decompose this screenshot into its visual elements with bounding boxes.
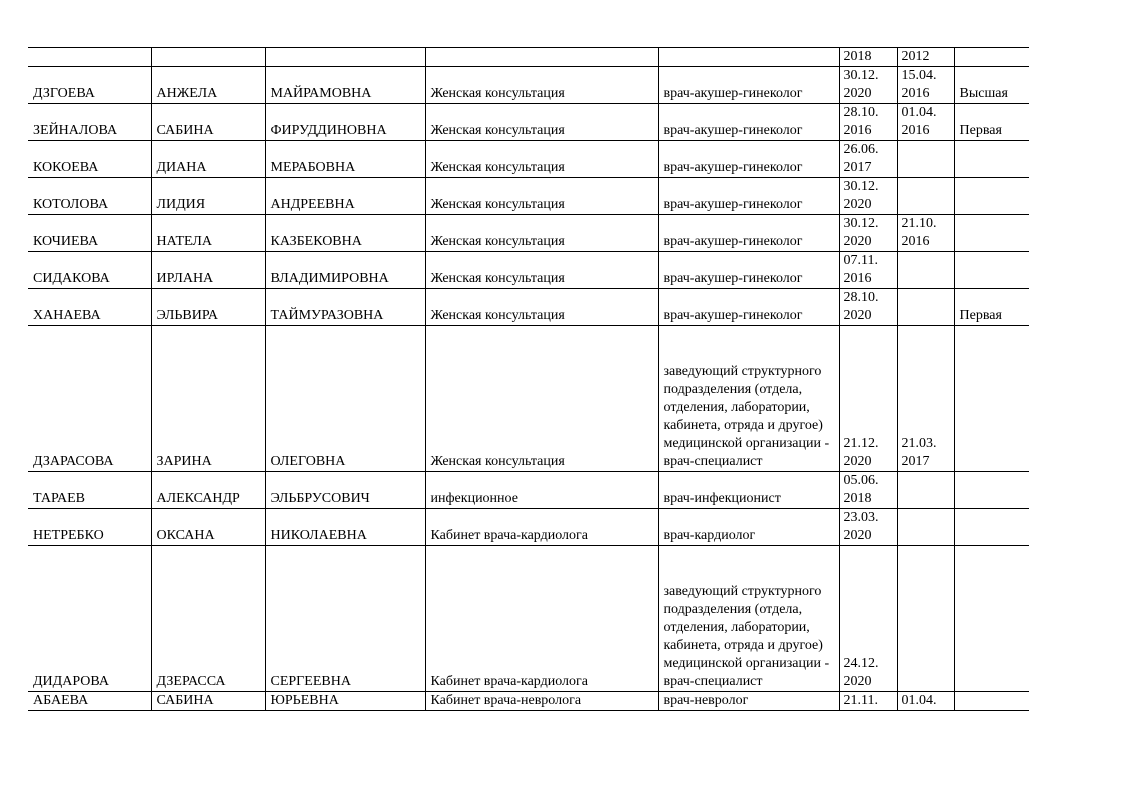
surname-cell: КОЧИЕВА [28,215,151,252]
date2-cell [897,509,954,546]
position-cell: врач-акушер-гинеколог [658,215,839,252]
patronymic-cell [265,48,425,67]
staff-table-body [28,48,1029,711]
department-cell: Кабинет врача-кардиолога [425,546,658,692]
category-cell: Высшая [954,67,1029,104]
staff-table [28,47,1029,711]
name-cell: ЛИДИЯ [151,178,265,215]
date1-cell: 2018 [839,48,897,67]
category-cell: Первая [954,289,1029,326]
date1-cell: 26.06. 2017 [839,141,897,178]
table-row [28,546,1029,692]
patronymic-cell: МЕРАБОВНА [265,141,425,178]
date2-cell: 15.04. 2016 [897,67,954,104]
surname-cell: КОКОЕВА [28,141,151,178]
surname-cell [28,48,151,67]
table-row [28,141,1029,178]
surname-cell: ДЗГОЕВА [28,67,151,104]
name-cell: САБИНА [151,692,265,711]
name-cell: ОКСАНА [151,509,265,546]
table-row [28,252,1029,289]
date2-cell: 21.03. 2017 [897,326,954,472]
table-row [28,289,1029,326]
department-cell: Женская консультация [425,289,658,326]
department-cell [425,48,658,67]
date2-cell [897,472,954,509]
date1-cell: 21.12. 2020 [839,326,897,472]
position-cell: заведующий структурного подразделения (отдела, отделения, лаборатории, кабинета, отряда и другое) медицинской организации - врач-специалист [658,546,839,692]
category-cell [954,326,1029,472]
date2-cell: 01.04. [897,692,954,711]
patronymic-cell: ФИРУДДИНОВНА [265,104,425,141]
date2-cell [897,252,954,289]
table-row [28,178,1029,215]
table-row [28,692,1029,711]
date1-cell: 24.12. 2020 [839,546,897,692]
date1-cell: 28.10. 2016 [839,104,897,141]
table-row [28,104,1029,141]
date2-cell: 01.04. 2016 [897,104,954,141]
department-cell: Женская консультация [425,215,658,252]
patronymic-cell: ВЛАДИМИРОВНА [265,252,425,289]
category-cell [954,48,1029,67]
patronymic-cell: НИКОЛАЕВНА [265,509,425,546]
patronymic-cell: СЕРГЕЕВНА [265,546,425,692]
date2-cell: 21.10. 2016 [897,215,954,252]
name-cell: ЭЛЬВИРА [151,289,265,326]
position-cell: заведующий структурного подразделения (отдела, отделения, лаборатории, кабинета, отряда и другое) медицинской организации - врач-специалист [658,326,839,472]
name-cell: АНЖЕЛА [151,67,265,104]
patronymic-cell: ЭЛЬБРУСОВИЧ [265,472,425,509]
position-cell: врач-акушер-гинеколог [658,178,839,215]
name-cell [151,48,265,67]
surname-cell: ДЗАРАСОВА [28,326,151,472]
surname-cell: АБАЕВА [28,692,151,711]
patronymic-cell: КАЗБЕКОВНА [265,215,425,252]
name-cell: ЗАРИНА [151,326,265,472]
name-cell: АЛЕКСАНДР [151,472,265,509]
table-row [28,48,1029,67]
position-cell: врач-акушер-гинеколог [658,67,839,104]
department-cell: Кабинет врача-кардиолога [425,509,658,546]
department-cell: Женская консультация [425,141,658,178]
position-cell: врач-кардиолог [658,509,839,546]
category-cell [954,178,1029,215]
department-cell: Женская консультация [425,252,658,289]
position-cell: врач-акушер-гинеколог [658,141,839,178]
category-cell [954,546,1029,692]
department-cell: Кабинет врача-невролога [425,692,658,711]
date2-cell: 2012 [897,48,954,67]
name-cell: САБИНА [151,104,265,141]
patronymic-cell: АНДРЕЕВНА [265,178,425,215]
table-row [28,472,1029,509]
surname-cell: НЕТРЕБКО [28,509,151,546]
patronymic-cell: МАЙРАМОВНА [265,67,425,104]
category-cell [954,472,1029,509]
patronymic-cell: ЮРЬЕВНА [265,692,425,711]
table-row [28,67,1029,104]
table-row [28,326,1029,472]
category-cell: Первая [954,104,1029,141]
date1-cell: 07.11. 2016 [839,252,897,289]
table-row [28,509,1029,546]
department-cell: Женская консультация [425,67,658,104]
surname-cell: ДИДАРОВА [28,546,151,692]
position-cell: врач-акушер-гинеколог [658,104,839,141]
position-cell: врач-акушер-гинеколог [658,289,839,326]
date1-cell: 23.03. 2020 [839,509,897,546]
position-cell [658,48,839,67]
date1-cell: 30.12. 2020 [839,178,897,215]
department-cell: Женская консультация [425,326,658,472]
patronymic-cell: ОЛЕГОВНА [265,326,425,472]
name-cell: ДИАНА [151,141,265,178]
category-cell [954,692,1029,711]
date2-cell [897,546,954,692]
surname-cell: ХАНАЕВА [28,289,151,326]
surname-cell: ТАРАЕВ [28,472,151,509]
department-cell: Женская консультация [425,178,658,215]
date2-cell [897,141,954,178]
category-cell [954,252,1029,289]
patronymic-cell: ТАЙМУРАЗОВНА [265,289,425,326]
date2-cell [897,178,954,215]
table-row [28,215,1029,252]
date1-cell: 30.12. 2020 [839,215,897,252]
surname-cell: СИДАКОВА [28,252,151,289]
date1-cell: 28.10. 2020 [839,289,897,326]
name-cell: НАТЕЛА [151,215,265,252]
department-cell: инфекционное [425,472,658,509]
surname-cell: КОТОЛОВА [28,178,151,215]
category-cell [954,141,1029,178]
date1-cell: 21.11. [839,692,897,711]
category-cell [954,509,1029,546]
name-cell: ИРЛАНА [151,252,265,289]
position-cell: врач-невролог [658,692,839,711]
name-cell: ДЗЕРАССА [151,546,265,692]
date1-cell: 30.12. 2020 [839,67,897,104]
document-page [28,47,1029,711]
date2-cell [897,289,954,326]
category-cell [954,215,1029,252]
surname-cell: ЗЕЙНАЛОВА [28,104,151,141]
position-cell: врач-инфекционист [658,472,839,509]
department-cell: Женская консультация [425,104,658,141]
position-cell: врач-акушер-гинеколог [658,252,839,289]
date1-cell: 05.06. 2018 [839,472,897,509]
